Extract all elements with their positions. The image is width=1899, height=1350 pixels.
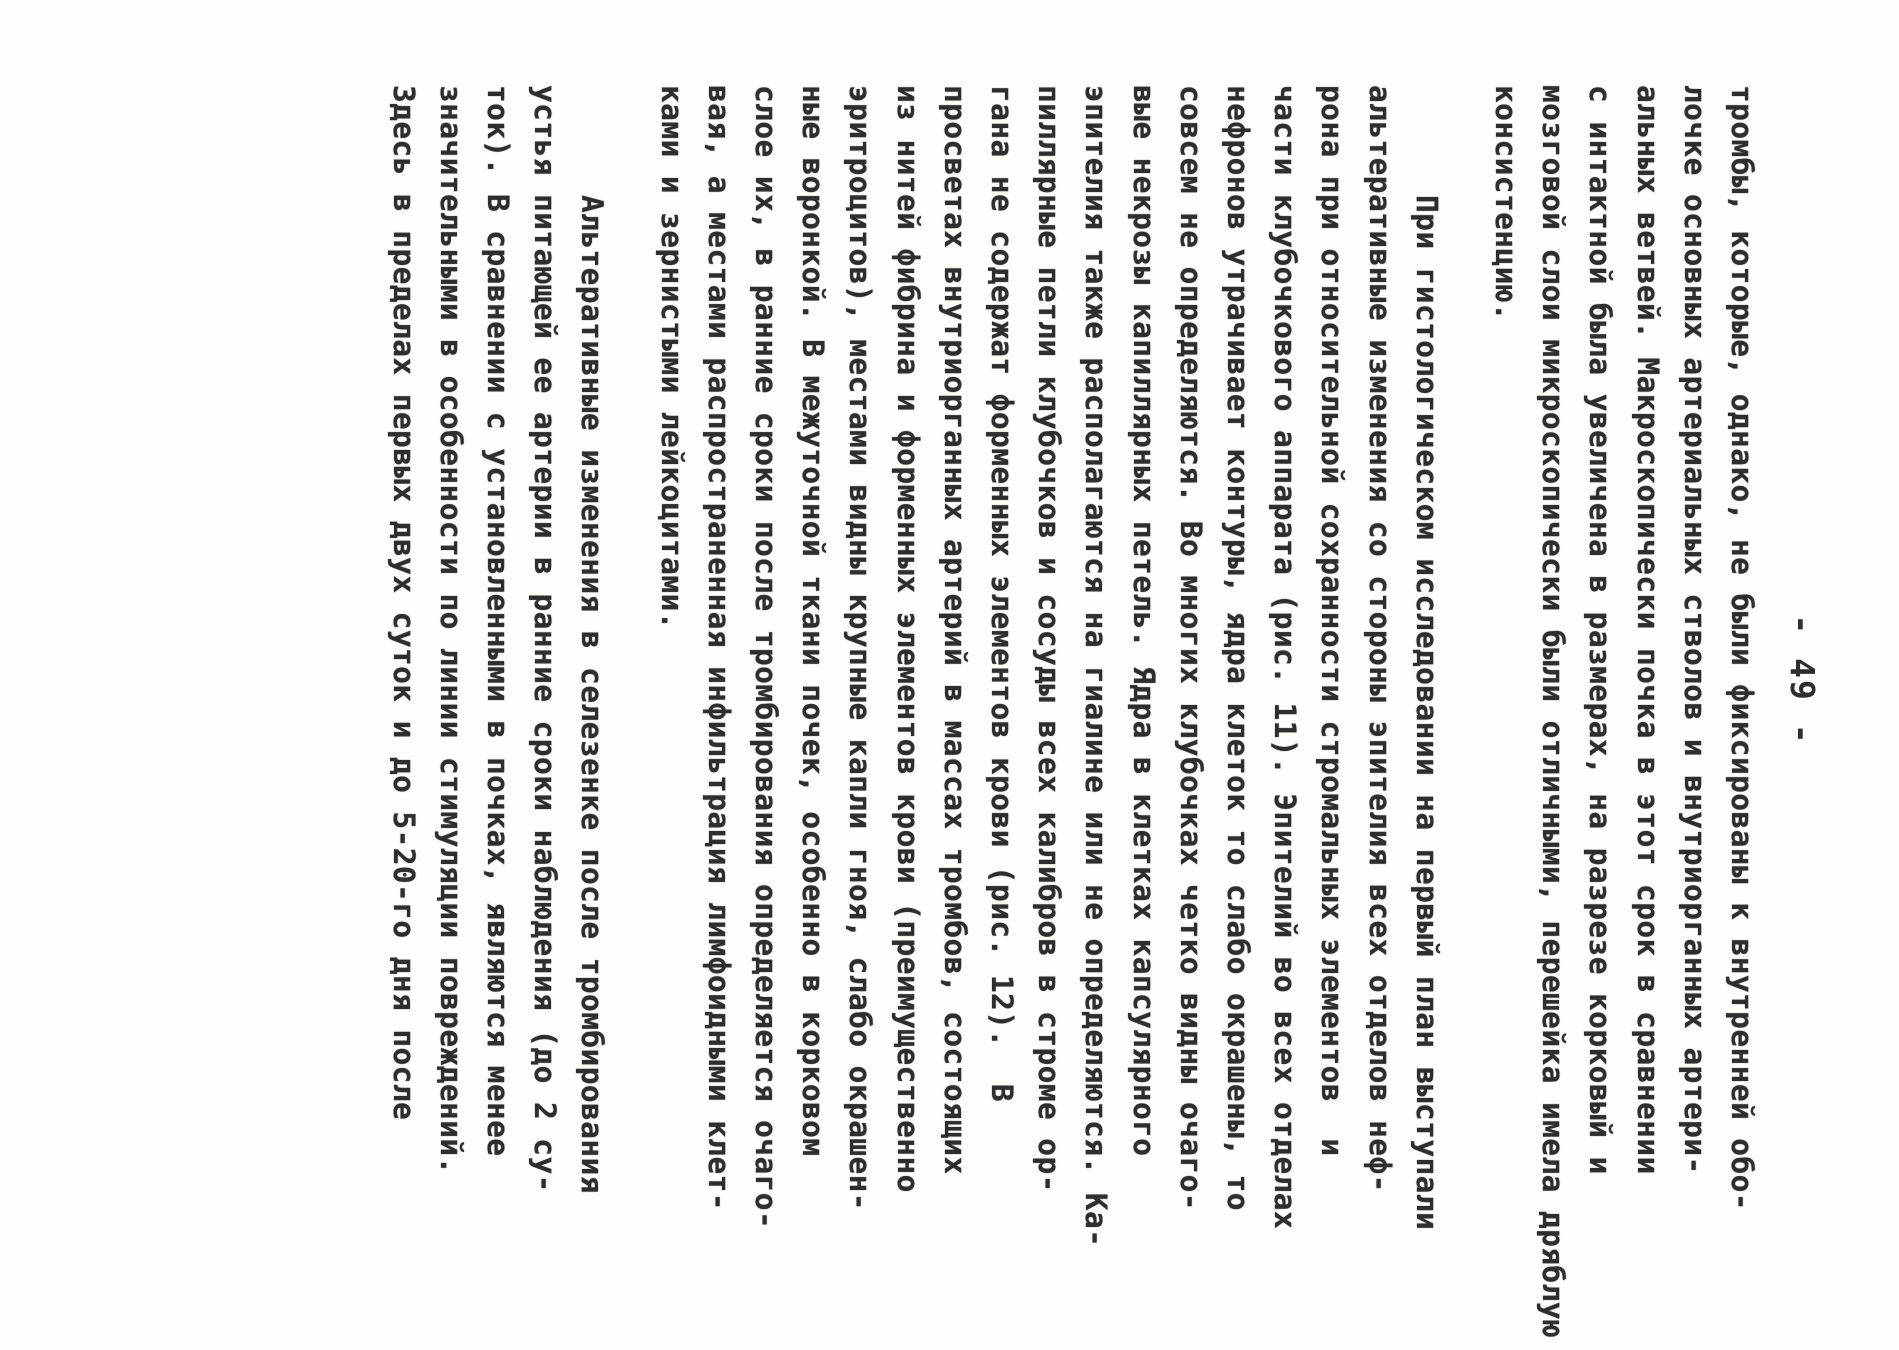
- text-line: Здесь в пределах первых двух суток и до 5-20-го дня после: [386, 85, 421, 1121]
- text-line: части клубочкового аппарата (рис. 11). Эпителий во всех отделах: [1268, 85, 1303, 1230]
- text-line: эритроцитов), местами видны крупные капли гноя, слабо окрашен-: [843, 85, 878, 1211]
- text-line: из нитей фибрина и форменных элементов крови (преимущественно: [890, 85, 925, 1193]
- text-line: слое их, в ранние сроки после тромбирования определяется очаго-: [748, 85, 783, 1230]
- text-line: Альтеративные изменения в селезенке после тромбирования: [575, 195, 610, 1194]
- text-line: ками и зернистыми лейкоцитами.: [654, 85, 689, 630]
- document-body: [379, 85, 1765, 1339]
- text-line: гана не содержат форменных элементов крови (рис. 12). В: [984, 85, 1019, 1102]
- paragraph-gap: [615, 85, 647, 1285]
- text-line: вые некрозы капиллярных петель. Ядра в клетках капсулярного: [1126, 85, 1161, 1157]
- paragraph-gap: [1450, 85, 1482, 1285]
- text-line: При гистологическом исследовании на первый план выступали: [1409, 195, 1444, 1231]
- text-line: пиллярные петли клубочков и сосуды всех калибров в строме ор-: [1032, 85, 1067, 1193]
- rotated-document: [100, 60, 1840, 1339]
- text-line: значительными в особенности по линии стимуляции повреждений.: [433, 85, 468, 1175]
- text-line: с интактной была увеличена в размерах, на разрезе корковый и: [1583, 85, 1618, 1175]
- text-line: вая, а местами распространенная инфильтрация лимфоидными клет-: [701, 85, 736, 1211]
- text-line: альных ветвей. Макроскопически почка в этот срок в сравнении: [1630, 85, 1665, 1175]
- text-line: лочке основных артериальных стволов и внутриорганных артери-: [1677, 85, 1712, 1175]
- text-line: тромбы, которые, однако, не были фиксированы к внутренней обо-: [1725, 85, 1759, 1211]
- text-line: просветах внутриорганных артерий в массах тромбов, состоящих: [937, 85, 972, 1175]
- text-line: рона при относительной сохранности стромальных элементов и: [1315, 85, 1350, 1157]
- text-line: ток). В сравнении с установленными в почках, являются менее: [480, 85, 515, 1157]
- text-line: ные воронкой. В межуточной ткани почек, особенно в корковом: [796, 85, 831, 1157]
- text-line: эпителия также располагаются на гиалине или не определяются. Ка-: [1079, 85, 1114, 1248]
- text-line: мозговой слои микроскопически были отличными, перешейка имела дряблую: [1536, 85, 1571, 1339]
- text-line: консистенцию.: [1488, 85, 1523, 322]
- text-line: устья питающей ее артерии в ранние сроки наблюдения (до 2 су-: [528, 85, 563, 1193]
- page-number: - 49 -: [1783, 614, 1822, 746]
- text-line: нефронов утрачивает контуры, ядра клеток то слабо окрашены, то: [1220, 85, 1255, 1211]
- text-line: совсем не определяются. Во многих клубочках четко видны очаго-: [1173, 85, 1208, 1211]
- text-line: альтеративные изменения со стороны эпителия всех отделов неф-: [1362, 85, 1397, 1193]
